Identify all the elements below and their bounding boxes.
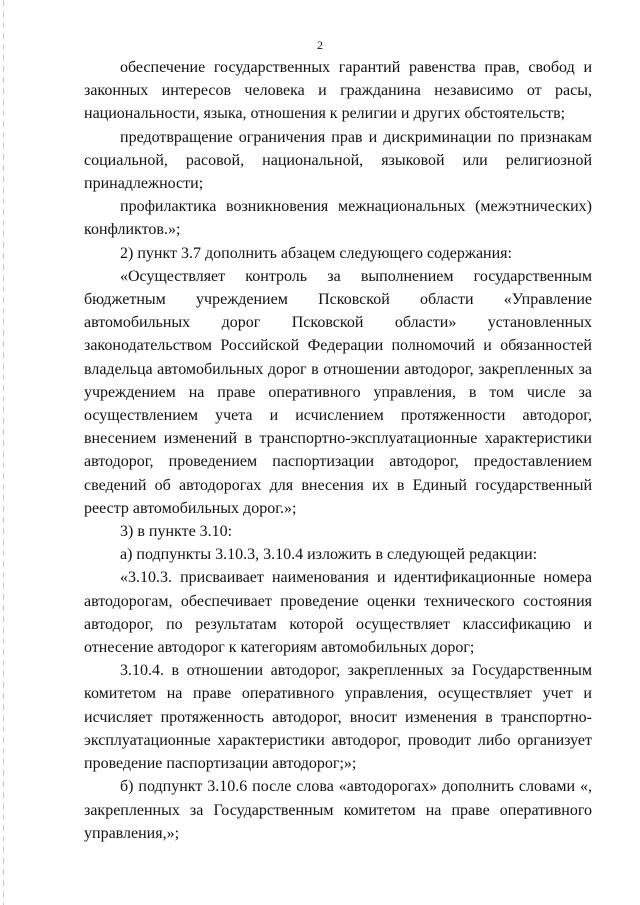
document-body [84,56,592,845]
paragraph-road-control: «Осуществляет контроль за выполнением государственным бюджетным учреждением Псковской области «Управление автомобильных дорог Псковской области» установленных законодательством Российской Федерации полномочий и обязанностей владельца автомобильных дорог в отношении автодорог, закрепленных за учреждением на праве оперативного управления, в том числе за осуществлением учета и исчислением протяженности автодорог, внесением изменений в транспортно-эксплуатационные характеристики автодорог, проведением паспортизации автодорог, предоставлением сведений об автодорогах для внесения их в Единый государственный реестр автомобильных дорог.»; [84,267,592,517]
paragraph-conflict-prevention: профилактика возникновения межнациональных (межэтнических) конфликтов.»; [84,198,592,239]
scan-edge-line [3,0,4,905]
paragraph-equality-guarantees: обеспечение государственных гарантий равенства прав, свобод и законных интересов человека и гражданина независимо от расы, национальности, языка, отношения к религии и других обстоятельств; [84,59,592,123]
paragraph-item-3: 3) в пункте 3.10: [120,523,233,541]
paragraph-discrimination-prevention: предотвращение ограничения прав и дискриминации по признакам социальной, расовой, национальной, языковой или религиозной принадлежности; [84,128,592,193]
paragraph-item-2: 2) пункт 3.7 дополнить абзацем следующего содержания: [120,244,512,262]
paragraph-subitem-b: б) подпункт 3.10.6 после слова «автодорогах» дополнить словами «, закрепленных за Государственным комитетом на праве оперативного управления,»; [84,778,592,842]
paragraph-3-10-3: «3.10.3. присваивает наименования и идентификационные номера автодорогам, обеспечивает проведение оценки технического состояния автодорог, по результатам которой осуществляет классификацию и отнесение автодорог к категориям автомобильных дорог; [84,569,592,657]
page-number: 2 [317,38,323,52]
paragraph-subitem-a: а) подпункты 3.10.3, 3.10.4 изложить в следующей редакции: [120,546,538,564]
paragraph-3-10-4: 3.10.4. в отношении автодорог, закрепленных за Государственным комитетом на праве оперативного управления, осуществляет учет и исчисляет протяженность автодорог, вносит изменения в транспортно-эксплуатационные характеристики автодорог, проводит либо организует проведение паспортизации автодорог;»; [84,662,592,773]
